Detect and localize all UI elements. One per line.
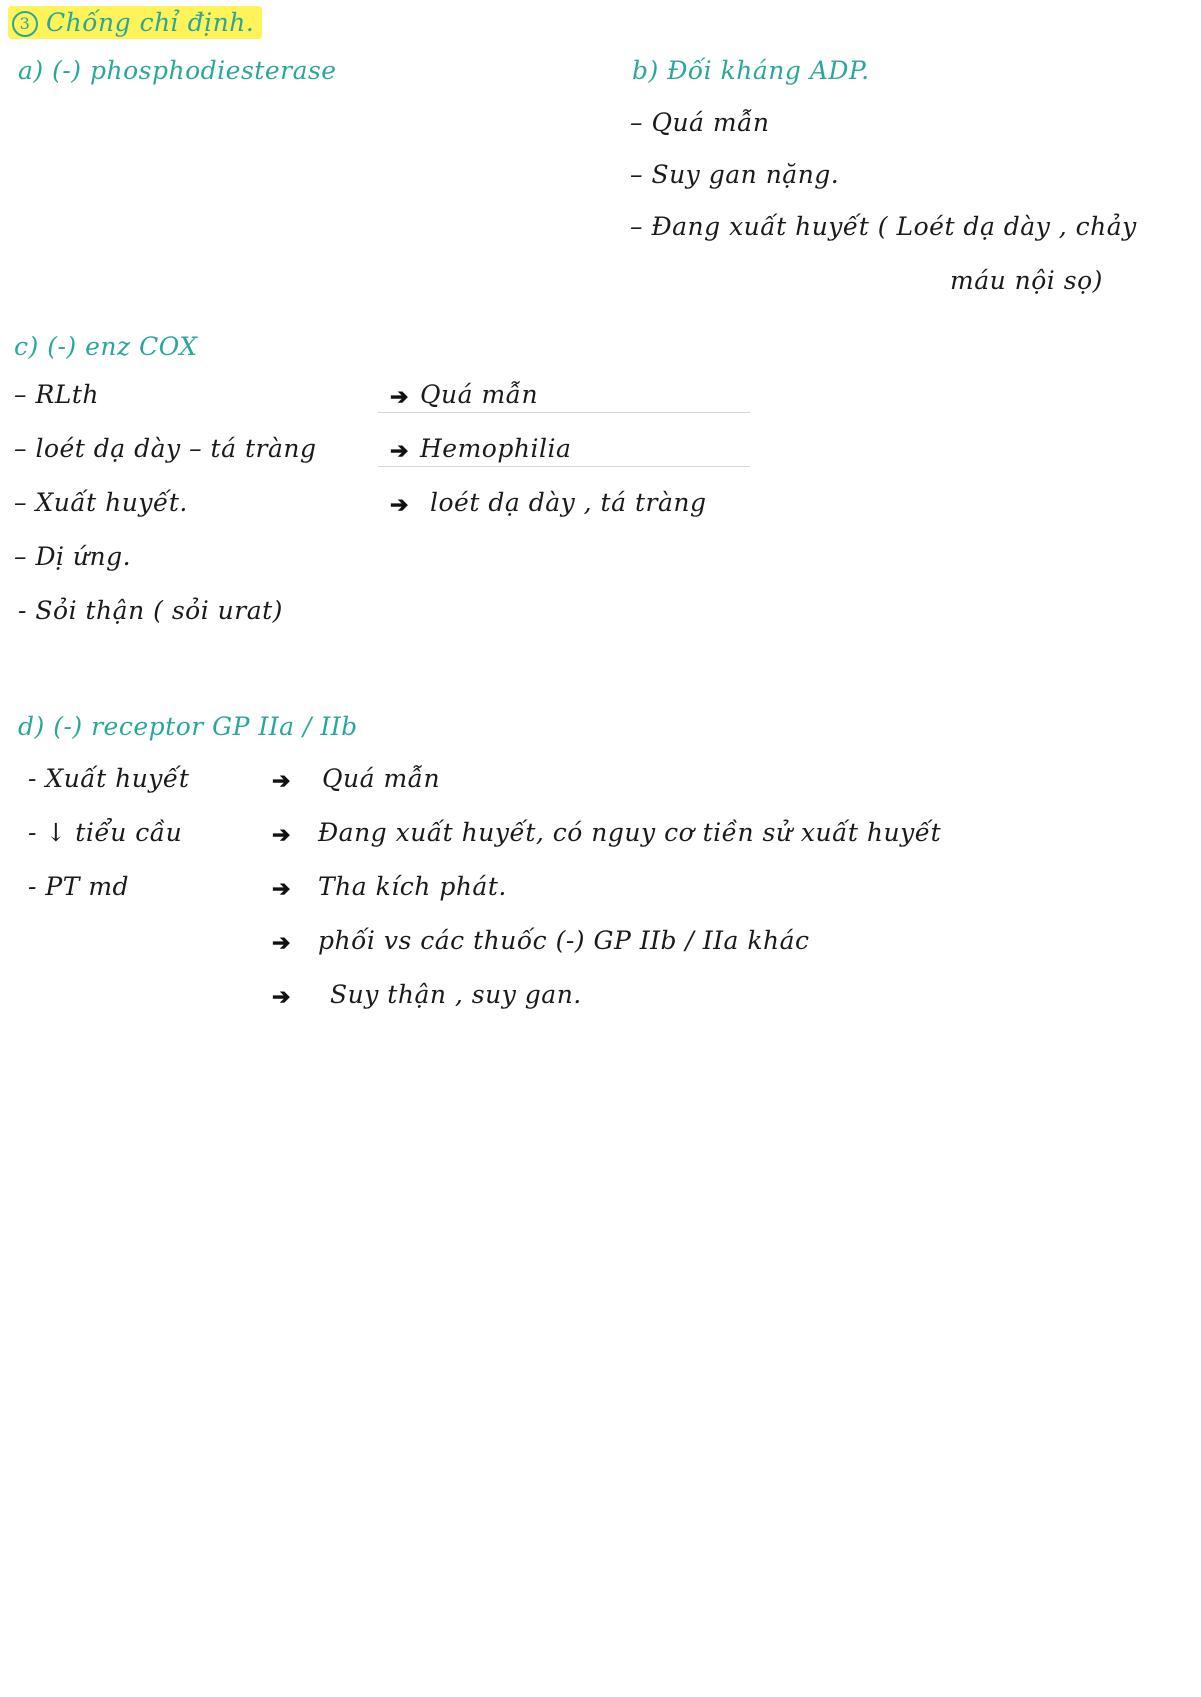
- section-c-left-item: – loét dạ dày – tá tràng: [14, 434, 317, 463]
- right-arrow-icon: ➔: [272, 930, 291, 956]
- circled-number-icon: 3: [12, 11, 38, 37]
- section-c-left-item: – Xuất huyết.: [14, 488, 188, 517]
- section-d-left-item: - Xuất huyết: [28, 764, 190, 793]
- section-d-left-item: - PT md: [28, 872, 130, 901]
- section-d-right-item: phối vs các thuốc (-) GP IIb / IIa khác: [318, 926, 810, 955]
- section-b-item: máu nội sọ): [950, 266, 1103, 295]
- section-b-item: – Suy gan nặng.: [630, 160, 840, 189]
- section-b-item: – Quá mẫn: [630, 108, 770, 137]
- right-arrow-icon: ➔: [390, 438, 409, 464]
- section-c-right-item: loét dạ dày , tá tràng: [430, 488, 707, 517]
- section-c-heading: c) (-) enz COX: [14, 332, 198, 361]
- title-text: Chống chỉ định.: [46, 8, 255, 37]
- right-arrow-icon: ➔: [272, 984, 291, 1010]
- section-d-right-item: Đang xuất huyết, có nguy cơ tiền sử xuất huyết: [318, 818, 942, 847]
- section-c-left-item: – Dị ứng.: [14, 542, 132, 571]
- section-b-heading: b) Đối kháng ADP.: [632, 56, 870, 85]
- section-d-right-item: Tha kích phát.: [318, 872, 507, 901]
- section-b-item: – Đang xuất huyết ( Loét dạ dày , chảy: [630, 212, 1137, 241]
- section-d-right-item: Quá mẫn: [322, 764, 441, 793]
- section-d-right-item: Suy thận , suy gan.: [330, 980, 582, 1009]
- section-c-left-item: - Sỏi thận ( sỏi urat): [18, 596, 283, 625]
- page-title: [8, 8, 262, 37]
- right-arrow-icon: ➔: [272, 768, 291, 794]
- section-c-left-item: – RLth: [14, 380, 100, 409]
- title-highlight: [8, 6, 262, 39]
- right-arrow-icon: ➔: [272, 876, 291, 902]
- section-d-heading: d) (-) receptor GP IIa / IIb: [18, 712, 358, 741]
- section-c-right-item: Quá mẫn: [420, 380, 539, 409]
- right-arrow-icon: ➔: [390, 492, 409, 518]
- short-rule: [378, 412, 750, 413]
- section-c-right-item: Hemophilia: [420, 434, 572, 463]
- short-rule: [378, 466, 750, 467]
- right-arrow-icon: ➔: [272, 822, 291, 848]
- section-a-heading: a) (-) phosphodiesterase: [18, 56, 337, 85]
- section-d-left-item: - ↓ tiểu cầu: [28, 818, 183, 847]
- right-arrow-icon: ➔: [390, 384, 409, 410]
